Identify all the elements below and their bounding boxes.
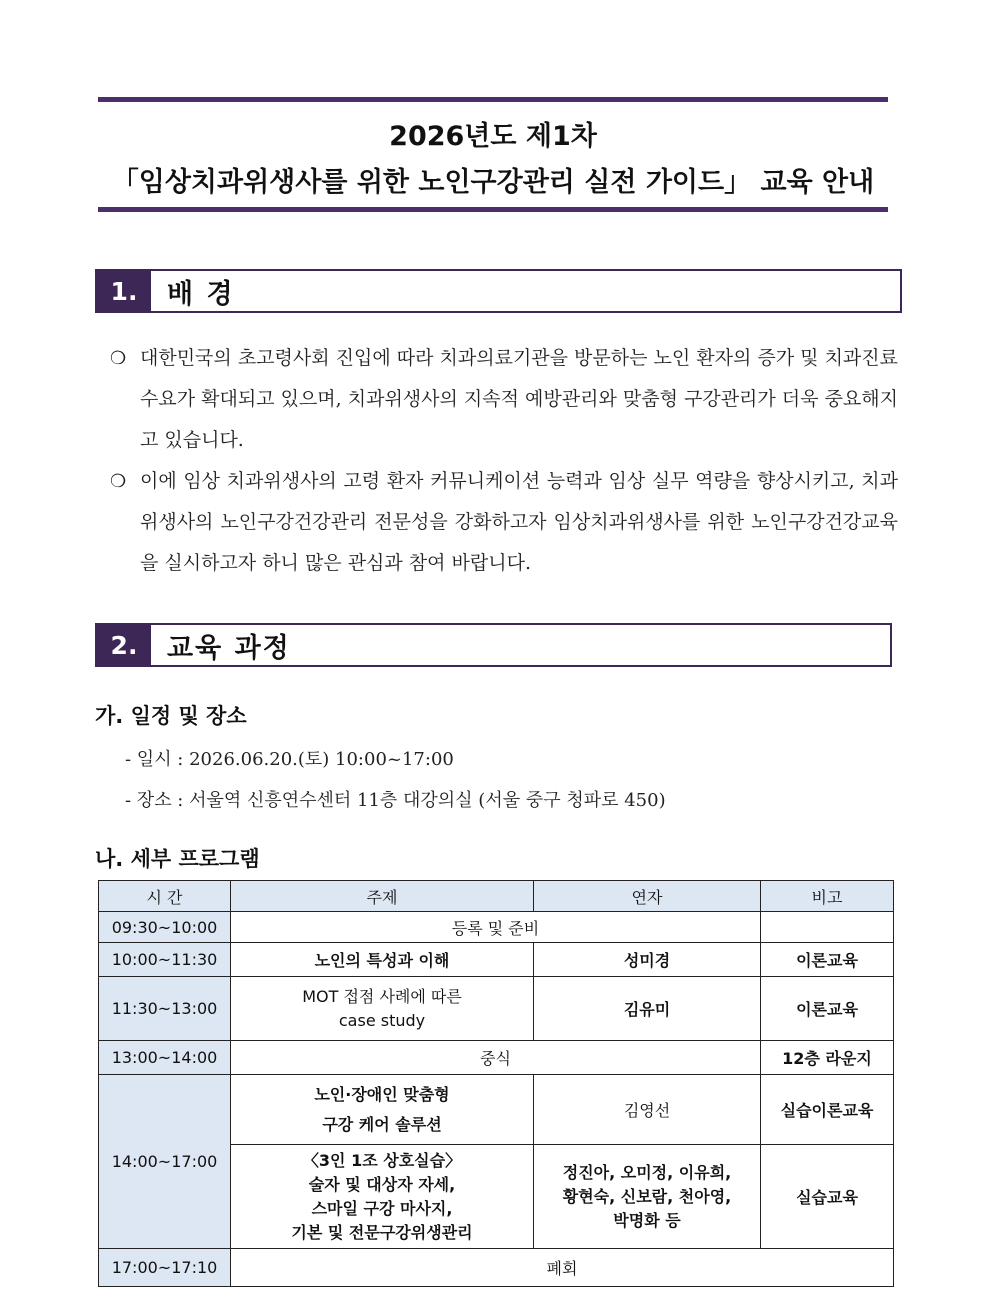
cell-time: 11:30~13:00 [99, 977, 231, 1041]
topic-line: case study [338, 1010, 426, 1030]
cell-speaker [534, 1145, 761, 1249]
circle-bullet-icon: ❍ [110, 471, 127, 492]
cell-time: 09:30~10:00 [99, 912, 231, 943]
cell-time: 13:00~14:00 [99, 1041, 231, 1075]
section-1-number: 1. [97, 271, 151, 311]
title-top-rule [98, 97, 888, 102]
speaker-line: 정진아, 오미정, 이유희, [562, 1162, 732, 1182]
topic-line: 노인·장애인 맞춤형 [314, 1084, 450, 1104]
cell-speaker: 김유미 [534, 977, 761, 1041]
cell-topic: 폐회 [231, 1249, 894, 1287]
cell-topic: 노인의 특성과 이해 [231, 943, 534, 977]
cell-note: 실습교육 [761, 1145, 894, 1249]
cell-time: 10:00~11:30 [99, 943, 231, 977]
section-1-label: 배 경 [167, 278, 235, 310]
program-table [98, 880, 894, 1287]
title-line-1: 2026년도 제1차 [389, 121, 597, 152]
header-topic: 주제 [231, 881, 534, 912]
header-note: 비고 [761, 881, 894, 912]
paragraph-text: 이에 임상 치과위생사의 고령 환자 커뮤니케이션 능력과 임상 실무 역량을 향상시키고, 치과위생사의 노인구강건강관리 전문성을 강화하고자 임상치과위생사를 위한 노인구강건강교육을 실시하고자 하니 많은 관심과 참여 바랍니다. [140, 470, 898, 574]
topic-line: 술자 및 대상자 자세, [308, 1174, 456, 1194]
paragraph-text: 대한민국의 초고령사회 진입에 따라 치과의료기관을 방문하는 노인 환자의 증가 및 치과진료 수요가 확대되고 있으며, 치과위생사의 지속적 예방관리와 맞춤형 구강관리가 더욱 중요해지고 있습니다. [140, 347, 898, 451]
section-1-header [95, 269, 902, 313]
cell-note: 실습이론교육 [761, 1075, 894, 1145]
title-bottom-rule [98, 207, 888, 212]
section-2-number: 2. [97, 625, 151, 665]
cell-topic [231, 977, 534, 1041]
topic-line: 〈3인 1조 상호실습〉 [302, 1150, 462, 1170]
table-row [99, 1041, 894, 1075]
title-line-2: 「임상치과위생사를 위한 노인구강관리 실전 가이드」 교육 안내 [111, 167, 875, 198]
cell-note: 이론교육 [761, 943, 894, 977]
background-paragraph-2 [110, 461, 898, 584]
speaker-line: 황현숙, 신보람, 천아영, [562, 1186, 732, 1206]
header-speaker: 연자 [534, 881, 761, 912]
speaker-line: 박명화 등 [613, 1210, 681, 1230]
cell-note: 이론교육 [761, 977, 894, 1041]
topic-line: MOT 접점 사례에 따른 [302, 986, 462, 1006]
topic-line: 스마일 구강 마사지, [311, 1198, 453, 1218]
cell-note [761, 912, 894, 943]
table-row [99, 1249, 894, 1287]
cell-speaker: 김영선 [534, 1075, 761, 1145]
header-time: 시 간 [99, 881, 231, 912]
section-2-header [95, 623, 892, 667]
subheading-program: 나. 세부 프로그램 [95, 847, 260, 871]
cell-topic [231, 1145, 534, 1249]
cell-topic: 등록 및 준비 [231, 912, 761, 943]
topic-line: 구강 케어 솔루션 [322, 1114, 442, 1134]
cell-time: 14:00~17:00 [99, 1075, 231, 1249]
cell-topic: 중식 [231, 1041, 761, 1075]
schedule-venue: - 장소 : 서울역 신흥연수센터 11층 대강의실 (서울 중구 청파로 450) [125, 790, 666, 811]
cell-speaker: 성미경 [534, 943, 761, 977]
schedule-date: - 일시 : 2026.06.20.(토) 10:00~17:00 [125, 749, 454, 770]
circle-bullet-icon: ❍ [110, 348, 127, 369]
table-row [99, 1075, 894, 1145]
table-row [99, 943, 894, 977]
table-row [99, 912, 894, 943]
background-paragraph-1 [110, 338, 898, 461]
subheading-schedule: 가. 일정 및 장소 [95, 704, 247, 728]
cell-topic [231, 1075, 534, 1145]
table-row [99, 977, 894, 1041]
topic-line: 기본 및 전문구강위생관리 [291, 1222, 473, 1242]
cell-time: 17:00~17:10 [99, 1249, 231, 1287]
cell-note: 12층 라운지 [761, 1041, 894, 1075]
section-2-label: 교육 과정 [167, 632, 291, 664]
table-header-row [99, 881, 894, 912]
